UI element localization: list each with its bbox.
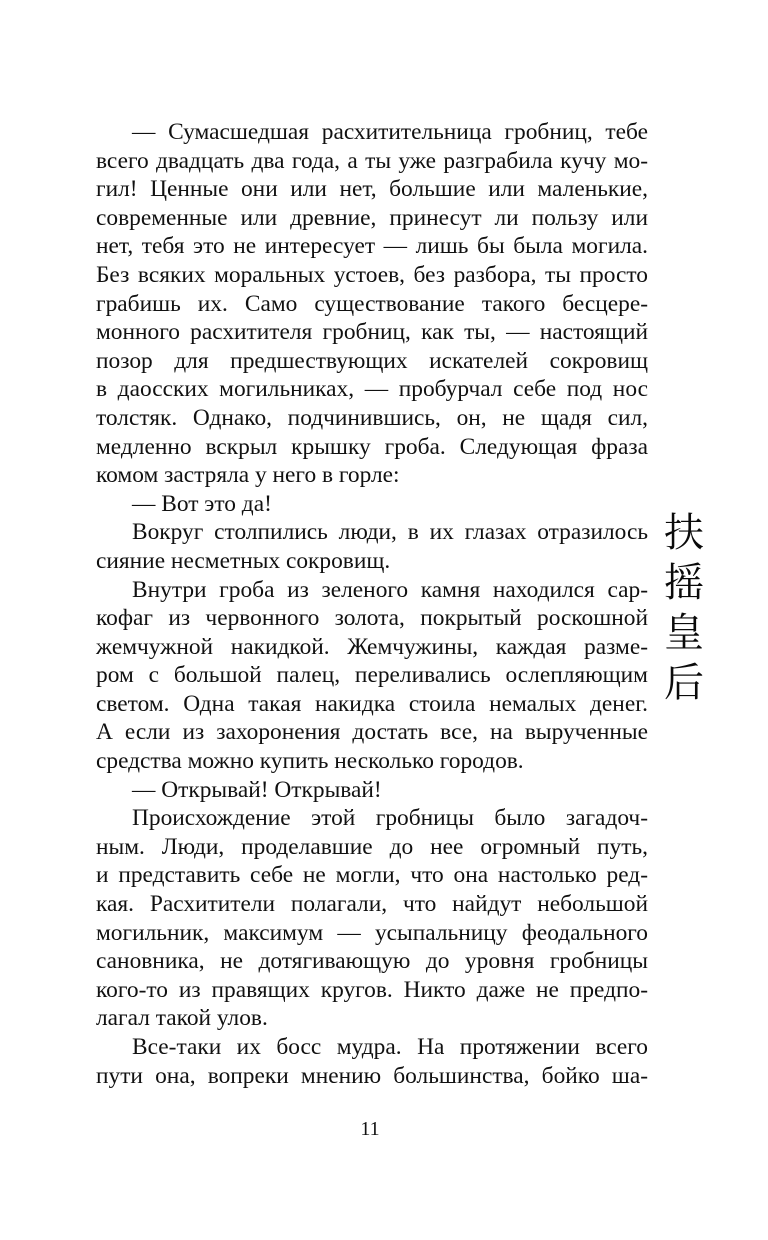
text-line: Без всяких моральных устоев, без разбора, ты просто — [96, 261, 648, 288]
text-line: Все-таки их босс мудра. На протяжении всего — [132, 1034, 648, 1060]
text-line: Внутри гроба из зеленого камня находился сар- — [132, 576, 648, 603]
text-line: — Открывай! Открывай! — [132, 776, 382, 803]
text-line: пути она, вопреки мнению большинства, бойко ша- — [96, 1062, 648, 1089]
text-line: сияние несметных сокровищ. — [96, 547, 391, 574]
text-line: жемчужной накидкой. Жемчужины, каждая разме- — [96, 633, 648, 660]
text-line: — Сумасшедшая расхитительница гробниц, тебе — [132, 119, 648, 145]
text-line: грабишь их. Само существование такого бесцере- — [96, 290, 648, 317]
text-line: в даосских могильниках, — пробурчал себе под нос — [96, 376, 648, 403]
text-line: могильник, максимум — усыпальницу феодального — [96, 919, 648, 946]
text-line: ром с большой палец, переливались ослепляющим — [96, 662, 648, 689]
text-line: и представить себе не могли, что она настолько ред- — [96, 862, 648, 889]
text-line: кая. Расхитители полагали, что найдут небольшой — [96, 891, 648, 918]
text-line: позор для предшествующих искателей сокровищ — [96, 347, 648, 374]
text-line: комом застряла у него в горле: — [96, 462, 400, 489]
text-line: ным. Люди, проделавшие до нее огромный путь, — [96, 833, 648, 860]
text-line: современные или древние, принесут ли пользу или — [96, 204, 648, 231]
text-line: сановника, не дотягивающую до уровня гробницы — [96, 948, 648, 975]
text-line: толстяк. Однако, подчинившись, он, не щадя сил, — [96, 404, 648, 431]
text-line: средства можно купить несколько городов. — [96, 748, 524, 775]
text-line: всего двадцать два года, а ты уже разграбила кучу мо- — [96, 147, 648, 174]
text-line: монного расхитителя гробниц, как ты, — настоящий — [96, 319, 648, 346]
running-title — [660, 508, 708, 708]
body-text — [96, 118, 648, 1090]
text-line: кофаг из червонного золота, покрытый роскошной — [96, 605, 648, 632]
title-character: 摇 — [664, 560, 704, 606]
title-character: 后 — [664, 660, 704, 706]
text-line: нет, тебя это не интересует — лишь бы была могила. — [96, 233, 648, 260]
text-line: медленно вскрыл крышку гроба. Следующая фраза — [96, 433, 648, 460]
text-line: — Вот это да! — [132, 490, 272, 517]
text-line: гил! Ценные они или нет, большие или маленькие, — [96, 176, 648, 203]
text-line: А если из захоронения достать все, на вырученные — [96, 719, 648, 746]
text-line: кого-то из правящих кругов. Никто даже не предпо- — [96, 976, 648, 1003]
text-line: Происхождение этой гробницы было загадоч- — [132, 805, 648, 832]
page-number: 11 — [360, 1118, 380, 1140]
text-line: светом. Одна такая накидка стоила немалых денег. — [96, 690, 648, 717]
text-line: Вокруг столпились люди, в их глазах отразилось — [132, 519, 648, 546]
title-character: 皇 — [664, 610, 704, 656]
text-line: лагал такой улов. — [96, 1005, 268, 1032]
title-character: 扶 — [664, 510, 704, 556]
